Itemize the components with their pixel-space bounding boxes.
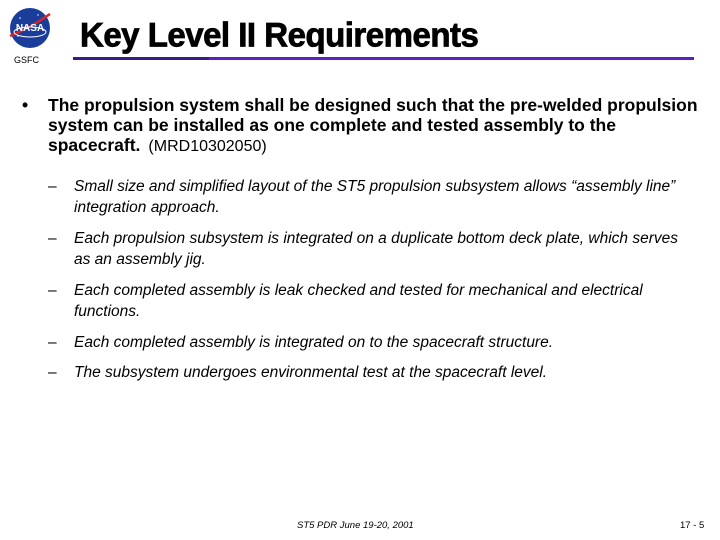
sub-item: – Each completed assembly is leak checked and tested for mechanical and electrical functions.	[48, 282, 643, 320]
title-underline-accent	[73, 57, 209, 60]
dash-icon: –	[48, 364, 57, 381]
requirement-text: The propulsion system shall be designed such that the pre-welded propulsion system can be installed as one complete and tested assembly to the spacecraft.	[48, 95, 698, 155]
dash-icon: –	[48, 282, 57, 299]
sub-item: – Each completed assembly is integrated on to the spacecraft structure.	[48, 334, 554, 351]
dash-icon: –	[48, 334, 57, 351]
dash-icon: –	[48, 230, 57, 247]
footer-text: ST5 PDR June 19-20, 2001	[297, 520, 414, 531]
nasa-logo	[8, 6, 52, 50]
page-number: 17 - 5	[680, 520, 705, 531]
sub-item: – The subsystem undergoes environmental test at the spacecraft level.	[48, 364, 547, 381]
dash-icon: –	[48, 178, 57, 195]
requirement-reference: (MRD10302050)	[148, 138, 267, 155]
sub-item: – Small size and simplified layout of the ST5 propulsion subsystem allows “assembly line” integration approach.	[48, 178, 676, 216]
svg-text:NASA: NASA	[15, 23, 45, 34]
sub-item: – Each propulsion subsystem is integrated on a duplicate bottom deck plate, which serves as an assembly jig.	[48, 230, 678, 268]
page-title: Key Level II Requirements	[80, 15, 479, 54]
bullet-icon: •	[22, 95, 29, 115]
org-label: GSFC	[14, 55, 40, 65]
